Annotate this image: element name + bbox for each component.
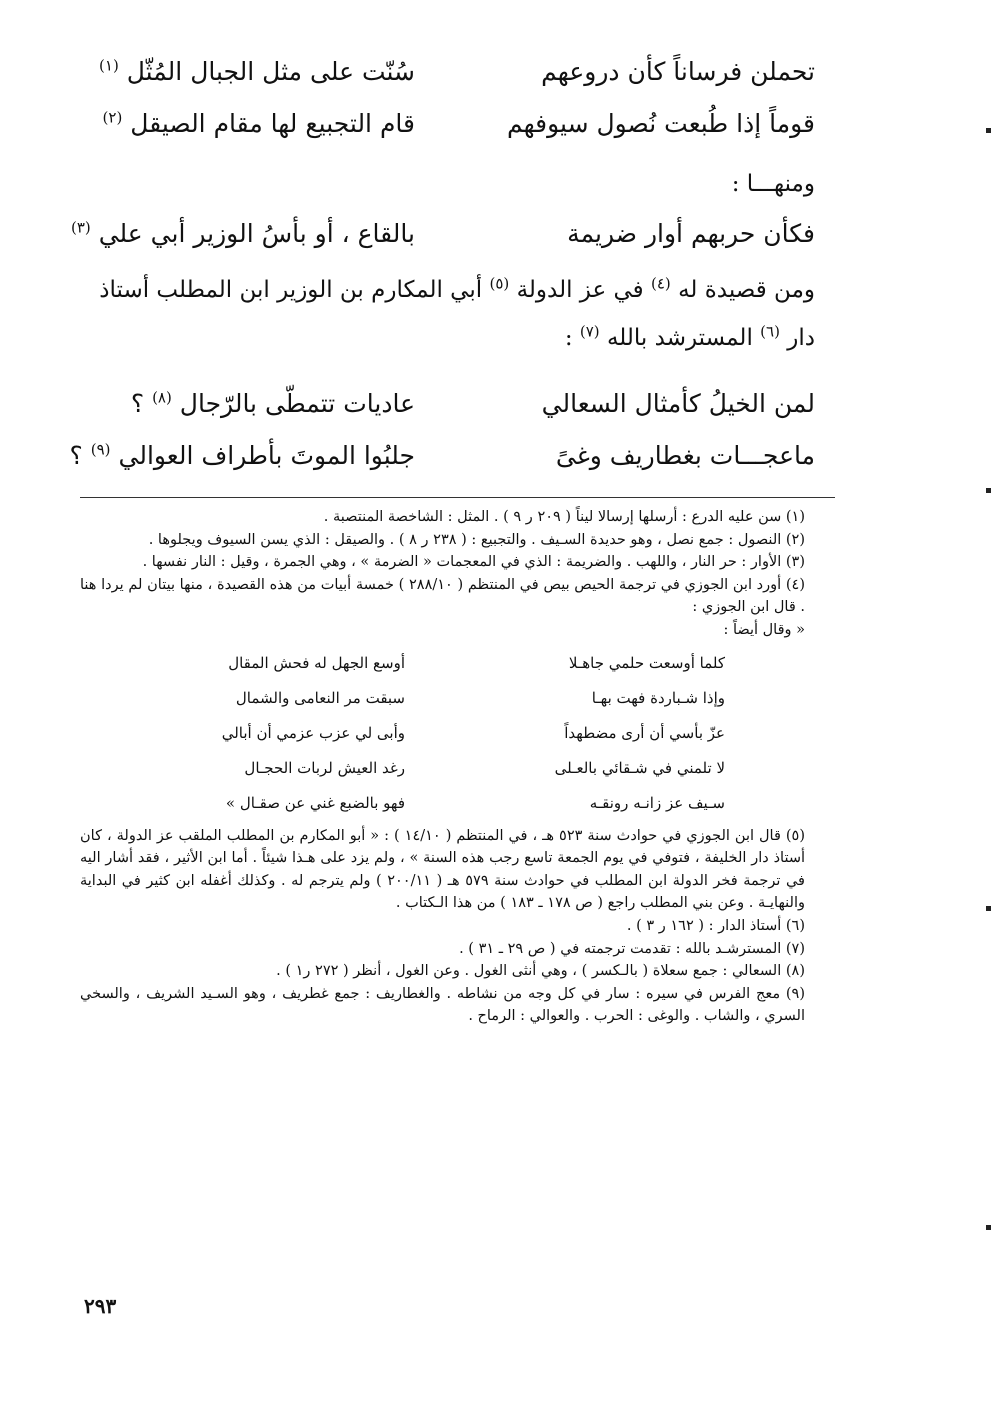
page-number: ٢٩٣ — [84, 1294, 117, 1318]
verse — [69, 430, 815, 482]
quoted-poem — [80, 646, 835, 821]
verse — [70, 208, 815, 260]
footnote-marker: (١) — [99, 56, 119, 75]
footnote: (٩) معج الفرس في سيره : سار في كل وجه من نشاطه . والغطاريف : جمع غطريف ، وهو السـيد الشريف ، والسخي السري ، والشاب . والوغى : الحرب . والعوالي : الرماح . — [80, 985, 805, 1025]
footnote-marker: (٦) — [760, 322, 780, 341]
verse-first-hemistich: قوماً إذا طُبعت نُصول سيوفهم — [507, 109, 815, 138]
verse — [95, 46, 815, 98]
verse-second-hemistich: عاديات تتمطّى بالرّجال $^{(٨)}$ ؟ — [130, 388, 415, 418]
edge-mark — [986, 128, 991, 133]
intro-paragraph: ومن قصيدة له $^{(٤)}$ في عز الدولة $^{(٥)}$ أبي المكارم بن الوزير ابن المطلب أستاذ دار $^{(٦)}$ المسترشد بالله $^{(٧)}$ : — [99, 274, 815, 351]
poem-block-1 — [95, 46, 815, 150]
verse-second-hemistich: قام التجبيع لها مقام الصيقل $^{(٢)}$ — [102, 108, 415, 138]
footnote-quote-intro: « وقال أيضاً : — [723, 621, 805, 638]
verse — [95, 378, 815, 430]
quoted-verse: وإذا شـباردة فهت بهـا سبقت مر النعامى والشمال — [235, 688, 725, 707]
edge-mark — [986, 906, 991, 911]
edge-mark — [986, 1225, 991, 1230]
verse-first-hemistich: ماعجـــات بغطاريف وغىً — [555, 441, 815, 470]
poem-block-3 — [69, 378, 815, 482]
footnote: (٨) السعالي : جمع سعلاة ( بالـكسر ) ، وهي أنثى الغول . وعن الغول ، أنظر ( ٢٧٢ ر١ ) . — [276, 963, 805, 980]
footnote-marker: (٨) — [152, 388, 172, 407]
poem-block-2 — [70, 208, 815, 260]
quoted-verse: سـيف عز زانـه رونقـه فهو بالضبع غني عن صقـال » — [225, 793, 725, 812]
verse-first-hemistich: فكأن حربهم أوار ضريمة — [567, 219, 815, 248]
verse-second-hemistich: سُنّت على مثل الجبال المُثّل $^{(١)}$ — [99, 56, 415, 86]
verse — [95, 98, 815, 150]
quoted-verse: كلما أوسعت حلمي جاهـلا أوسع الجهل له فحش المقال — [228, 653, 725, 672]
verse-first-hemistich: لمن الخيلُ كأمثال السعالي — [541, 389, 815, 418]
footnote: (٣) الأوار : حر النار ، واللهب . والضريمة : الذي في المعجمات « الضرمة » ، وهي الجمرة ، وقيل : النار نفسها . — [142, 554, 805, 571]
footnote: (١) سن عليه الدرع : أرسلها إرسالا ليناً ( ٢٠٩ ر ٩ ) . المثل : الشاخصة المنتصبة . — [323, 509, 805, 525]
verse-second-hemistich: جلبُوا الموتَ بأطراف العوالي $^{(٩)}$ ؟ — [69, 440, 415, 470]
footnote-divider — [80, 497, 835, 498]
section-label: ومنهـــا : — [731, 171, 815, 197]
footnote-marker: (٩) — [90, 440, 111, 459]
verse-first-hemistich: تحملن فرساناً كأن دروعهم — [541, 57, 815, 86]
footnote-marker: (٥) — [489, 274, 510, 293]
footnote-marker: (٣) — [70, 218, 91, 237]
quoted-verse: عزّ بأسي أن أرى مضطهداً وأبى لي عزب عزمي أن أبالي — [221, 723, 725, 742]
footnote: (٢) النصول : جمع نصل ، وهو حديدة السـيف . والتجبيع : ( ٢٣٨ ر ٨ ) . والصيقل : الذي يسن السيوف ويجلوها . — [148, 531, 805, 548]
footnote: (٥) قال ابن الجوزي في حوادث سنة ٥٢٣ هـ ، في المنتظم ( ١٤/١٠ ) : « أبو المكارم بن المطلب الملقب عز الدولة ، كان أستاذ دار الخليفة ، فتوفي في يوم الجمعة تاسع رجب هذه السنة » ، ولم يزد على هـذا شيئاً . أما ابن الأثير ، فقد أشار اليه في ترجمة فخر الدولة ابن المطلب في حوادث سنة ٥٧٩ هـ ( ٢٠٠/١١ ) ولم يترجم له . وكذلك أغفله ابن كثير في البداية والنهايـة . وعن بني المطلب راجع ( ص ١٧٨ ـ ١٨٣ ) من هذا الـكتاب . — [80, 827, 805, 912]
footnote: (٤) أورد ابن الجوزي في ترجمة الحيص بيص في المنتظم ( ٢٨٨/١٠ ) خمسة أبيات من هذه القصيدة ، منها بيتان لم يردا هنا . قال ابن الجوزي : — [80, 576, 805, 616]
footnote-marker: (٧) — [579, 322, 600, 341]
verse-second-hemistich: بالقاع ، أو بأسُ الوزير أبي علي $^{(٣)}$ — [70, 218, 415, 248]
quoted-verse: لا تلمني في شـقائي بالعـلى رغد العيش لربات الحجـال — [244, 758, 725, 777]
footnote: (٦) أستاذ الدار : ( ١٦٢ ر ٣ ) . — [626, 917, 805, 934]
footnotes — [80, 506, 835, 1028]
footnote-marker: (٢) — [102, 108, 123, 127]
footnote: (٧) المسترشـد بالله : تقدمت ترجمته في ( ص ٢٩ ـ ٣١ ) . — [459, 940, 805, 957]
edge-mark — [986, 488, 991, 493]
footnote-marker: (٤) — [651, 274, 671, 293]
